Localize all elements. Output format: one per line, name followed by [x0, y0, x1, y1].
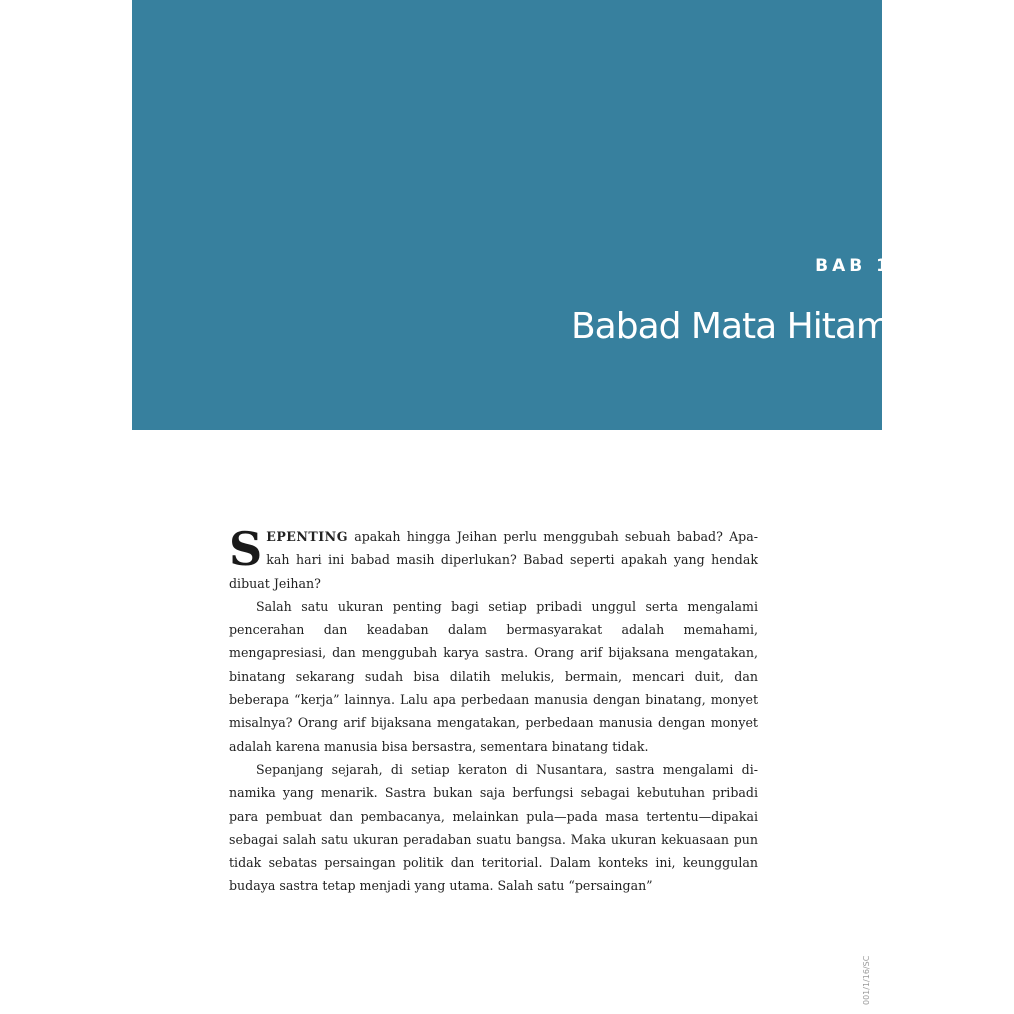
paragraph-1 — [229, 522, 758, 595]
lead-word: EPENTING — [266, 529, 348, 544]
chapter-title: Babad Mata Hitam — [570, 306, 890, 347]
paragraph-1-text: apakah hingga Jeihan perlu menggubah sebuah babad? Apakah hari ini babad masih diperlukan? Babad seperti apakah yang hendak dibuat Jeihan? — [229, 529, 758, 591]
chapter-label: BAB 1 — [815, 256, 892, 276]
paragraph-3: Sepanjang sejarah, di setiap keraton di Nusantara, sastra mengalami dinamika yang menarik. Sastra bukan saja berfungsi sebagai kebutuhan pribadi para pembuat dan pembacanya, melainkan pula—pada masa tertentu—dipakai sebagai salah satu ukuran peradaban suatu bangsa. Maka ukuran kekuasaan pun tidak sebatas persaingan politik dan teritorial. Dalam konteks ini, keunggulan budaya sastra tetap menjadi yang utama. Salah satu “persaingan” — [229, 761, 758, 894]
paragraph-2: Salah satu ukuran penting bagi setiap pribadi unggul serta mengalami pencerahan dan keadaban dalam bermasyarakat adalah memahami, mengapresiasi, dan menggubah karya sastra. Orang arif bijaksana mengatakan, binatang sekarang sudah bisa dilatih melukis, bermain, mencari duit, dan beberapa “kerja” lainnya. Lalu apa perbedaan manusia dengan binatang, monyet misalnya? Orang arif bijaksana mengatakan, perbedaan manusia dengan monyet adalah karena manusia bisa bersastra, sementara binatang tidak. — [229, 598, 758, 754]
chapter-body — [229, 522, 758, 898]
print-code: 001/1/16/SC — [862, 955, 871, 1005]
chapter-banner — [132, 0, 882, 430]
drop-cap: S — [229, 522, 263, 576]
